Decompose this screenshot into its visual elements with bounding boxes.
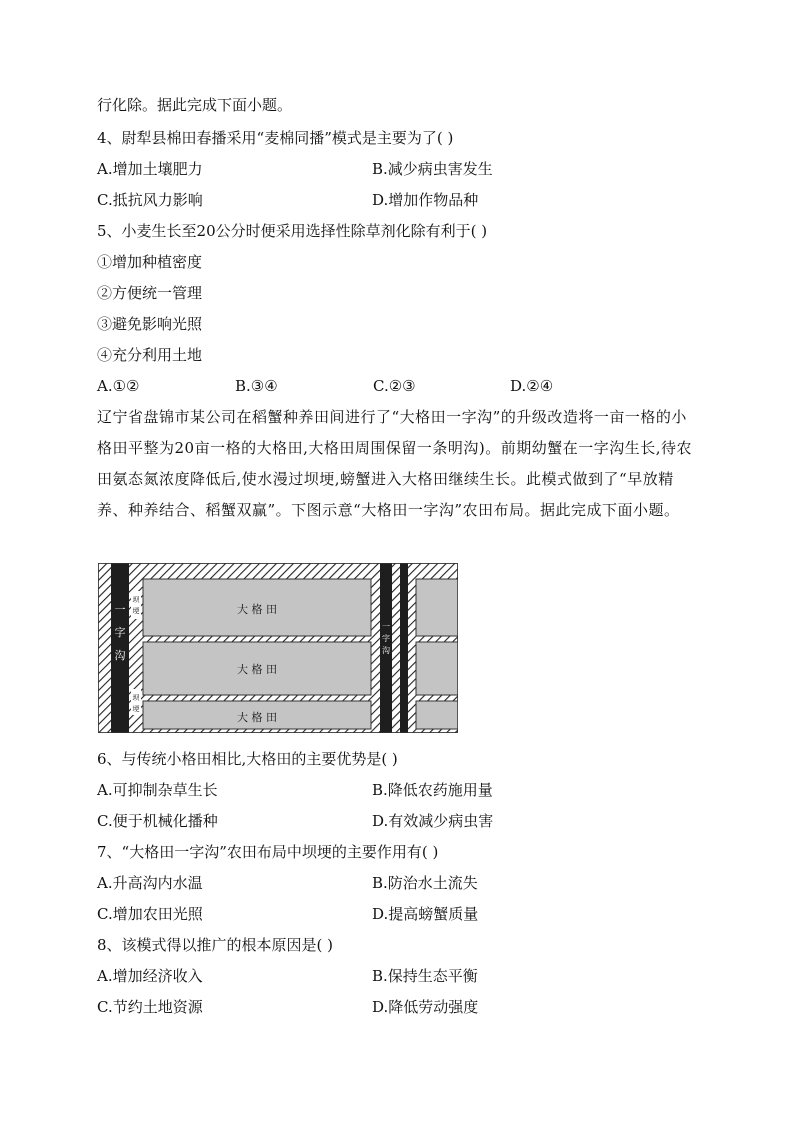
q4-option-b[interactable]: B.减少病虫害发生 [372, 160, 493, 178]
right-ditch-label-3: 沟 [382, 646, 390, 655]
left-ditch-label-3: 沟 [114, 649, 126, 662]
question-5-stem: 5、小麦生长至20公分时便采用选择性除草剂化除有利于( ) [97, 222, 488, 240]
question-7-stem: 7、“大格田一字沟”农田布局中坝埂的主要作用有( ) [97, 843, 439, 861]
q5-statement-1: ①增加种植密度 [97, 253, 203, 271]
left-ditch-label-1: 一 [114, 603, 126, 616]
question-6-stem: 6、与传统小格田相比,大格田的主要优势是( ) [97, 750, 398, 768]
field-layout-diagram [98, 563, 458, 733]
q5-option-d[interactable]: D.②④ [510, 377, 554, 395]
bank-label-bottom-2: 埂 [132, 705, 140, 713]
q4-option-d[interactable]: D.增加作物品种 [372, 191, 479, 209]
q5-statement-4: ④充分利用土地 [97, 346, 203, 364]
right-field-3 [416, 701, 458, 729]
q5-option-a[interactable]: A.①② [97, 377, 140, 395]
q6-option-d[interactable]: D.有效减少病虫害 [372, 812, 494, 830]
q6-option-c[interactable]: C.便于机械化播种 [97, 812, 218, 830]
right-ditch-label-2: 字 [382, 634, 390, 643]
big-field-2-label: 大 格 田 [237, 663, 277, 676]
q8-option-a[interactable]: A.增加经济收入 [97, 967, 203, 985]
big-field-1-label: 大 格 田 [237, 603, 277, 616]
left-ditch [111, 563, 129, 733]
q7-option-d[interactable]: D.提高螃蟹质量 [372, 905, 479, 923]
q5-option-c[interactable]: C.②③ [373, 377, 416, 395]
q4-option-c[interactable]: C.抵抗风力影响 [97, 191, 203, 209]
right-channel [400, 563, 408, 733]
bank-label-bottom-1: 坝 [132, 694, 140, 702]
bank-label-top-1: 坝 [132, 596, 140, 604]
q5-statement-2: ②方便统一管理 [97, 284, 203, 302]
question-4-stem: 4、尉犁县棉田春播采用“麦棉同播”模式是主要为了( ) [97, 129, 454, 147]
left-ditch-label-2: 字 [114, 626, 126, 639]
q7-option-a[interactable]: A.升高沟内水温 [97, 874, 203, 892]
right-ditch-label-1: 一 [382, 622, 390, 631]
right-field-1 [416, 579, 458, 636]
q6-option-a[interactable]: A.可抑制杂草生长 [97, 781, 218, 799]
big-field-3-label: 大 格 田 [237, 711, 277, 724]
passage-text: 辽宁省盘锦市某公司在稻蟹种养田间进行了“大格田一字沟”的升级改造将一亩一格的小格田平整为20亩一格的大格田,大格田周围保留一条明沟)。前期幼蟹在一字沟生长,待农田氨态氮浓度降低后,使水漫过坝埂,螃蟹进入大格田继续生长。此模式做到了“早放精养、种养结合、稻蟹双赢”。下图示意“大格田一字沟”农田布局。据此完成下面小题。 [97, 408, 692, 519]
q8-option-d[interactable]: D.降低劳动强度 [372, 998, 479, 1016]
q7-option-c[interactable]: C.增加农田光照 [97, 905, 203, 923]
q8-option-c[interactable]: C.节约土地资源 [97, 998, 203, 1016]
q4-option-a[interactable]: A.增加土壤肥力 [97, 160, 203, 178]
passage-tail: 行化除。据此完成下面小题。 [97, 96, 293, 114]
q8-option-b[interactable]: B.保持生态平衡 [372, 967, 478, 985]
q5-option-b[interactable]: B.③④ [235, 377, 278, 395]
bank-label-top-2: 埂 [132, 607, 140, 615]
q6-option-b[interactable]: B.降低农药施用量 [372, 781, 493, 799]
question-8-stem: 8、该模式得以推广的根本原因是( ) [97, 936, 334, 954]
q5-statement-3: ③避免影响光照 [97, 315, 203, 333]
q7-option-b[interactable]: B.防治水土流失 [372, 874, 478, 892]
right-field-2 [416, 642, 458, 695]
